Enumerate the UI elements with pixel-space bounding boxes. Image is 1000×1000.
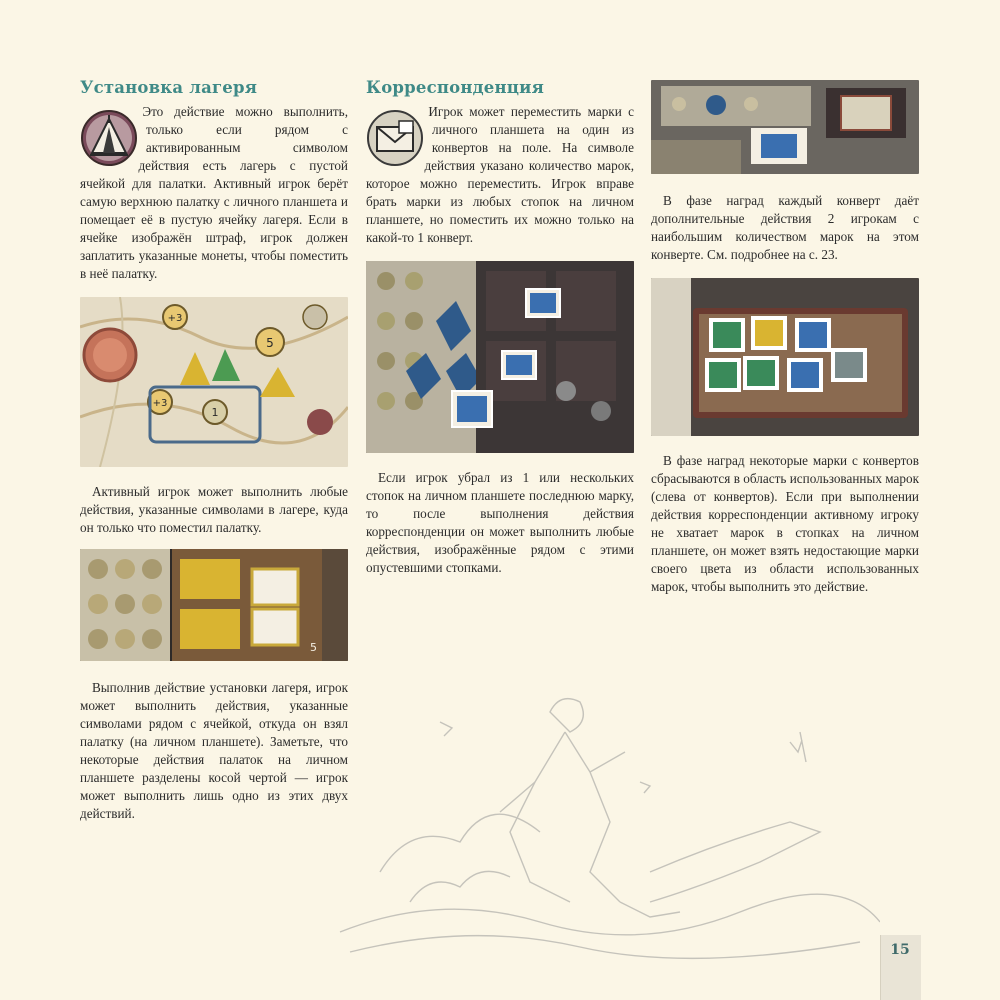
board-label-one: 1 xyxy=(211,406,219,419)
rewards-caption-1: В фазе наград каждый конверт даёт дополнительные действия 2 игрокам с наибольшим количеством марок на этом конверте. См. подробнее на с. 23. xyxy=(651,193,919,262)
correspondence-intro xyxy=(366,103,634,247)
correspondence-column xyxy=(366,78,634,577)
correspondence-intro-text: Игрок может переместить марки с личного планшета на один из конвертов на поле. На символе действия указано количество марок, которое можно переместить. Игрок вправе брать марки из любых стопок на личном планшете, но поместить их можно только на какой-то 1 конверт. xyxy=(366,104,634,245)
board-label-five: 5 xyxy=(266,336,274,350)
board-label-plus3-top: +3 xyxy=(167,313,183,324)
correspondence-photo xyxy=(366,261,634,453)
tent-icon xyxy=(80,109,138,167)
rewards-photo-used-stamps xyxy=(651,278,919,436)
camp-heading: Установка лагеря xyxy=(80,78,258,97)
camp-intro-text: Это действие можно выполнить, только если рядом с активированным символом действия есть лагерь с пустой ячейкой для палатки. Активный игрок берёт самую верхнюю палатку с личного планшета и помещает её в пустую ячейку лагеря. Если в ячейке изображён штраф, игрок должен заплатить указанные монеты, чтобы поместить в неё палатку. xyxy=(80,104,348,281)
correspondence-caption-1: Если игрок убрал из 1 или нескольких стопок на личном планшете последнюю марку, то после выполнения действия корреспонденции он может выполнить любые действия, изображённые рядом с этими опустевшими стопками. xyxy=(366,470,634,575)
camp-photo-playerboard xyxy=(80,549,348,661)
correspondence-heading: Корреспонденция xyxy=(366,78,544,97)
camp-caption-2: Выполнив действие установки лагеря, игрок может выполнить действия, указанные символами рядом с ячейкой, откуда он взял палатку (на личном планшете). Заметьте, что некоторые действия палаток на личном планшете разделены косой чертой — игрок может выполнить лишь одно из этих двух действий. xyxy=(80,680,348,821)
hiker-illustration xyxy=(320,672,880,972)
camp-intro xyxy=(80,103,348,283)
page-number: 15 xyxy=(890,942,910,958)
rewards-caption-2: В фазе наград некоторые марки с конвертов сбрасываются в область использованных марок (слева от конвертов). Если при выполнении действия корреспонденции активному игроку не хватает марок в стопках на личном планшете, он может взять недостающие марки своего цвета из области использованных марок, чтобы выполнить это действие. xyxy=(651,453,919,594)
camp-caption-1: Активный игрок может выполнить любые действия, указанные символами в лагере, куда он только что поместил палатку. xyxy=(80,484,348,535)
envelope-icon xyxy=(366,109,424,167)
board-label-plus3-bottom: +3 xyxy=(152,398,168,409)
playerboard-label-five: 5 xyxy=(310,641,317,654)
camp-photo-board xyxy=(80,297,348,467)
camp-column xyxy=(80,78,348,823)
rewards-photo-envelopes xyxy=(651,80,919,174)
rewards-column xyxy=(651,80,919,596)
